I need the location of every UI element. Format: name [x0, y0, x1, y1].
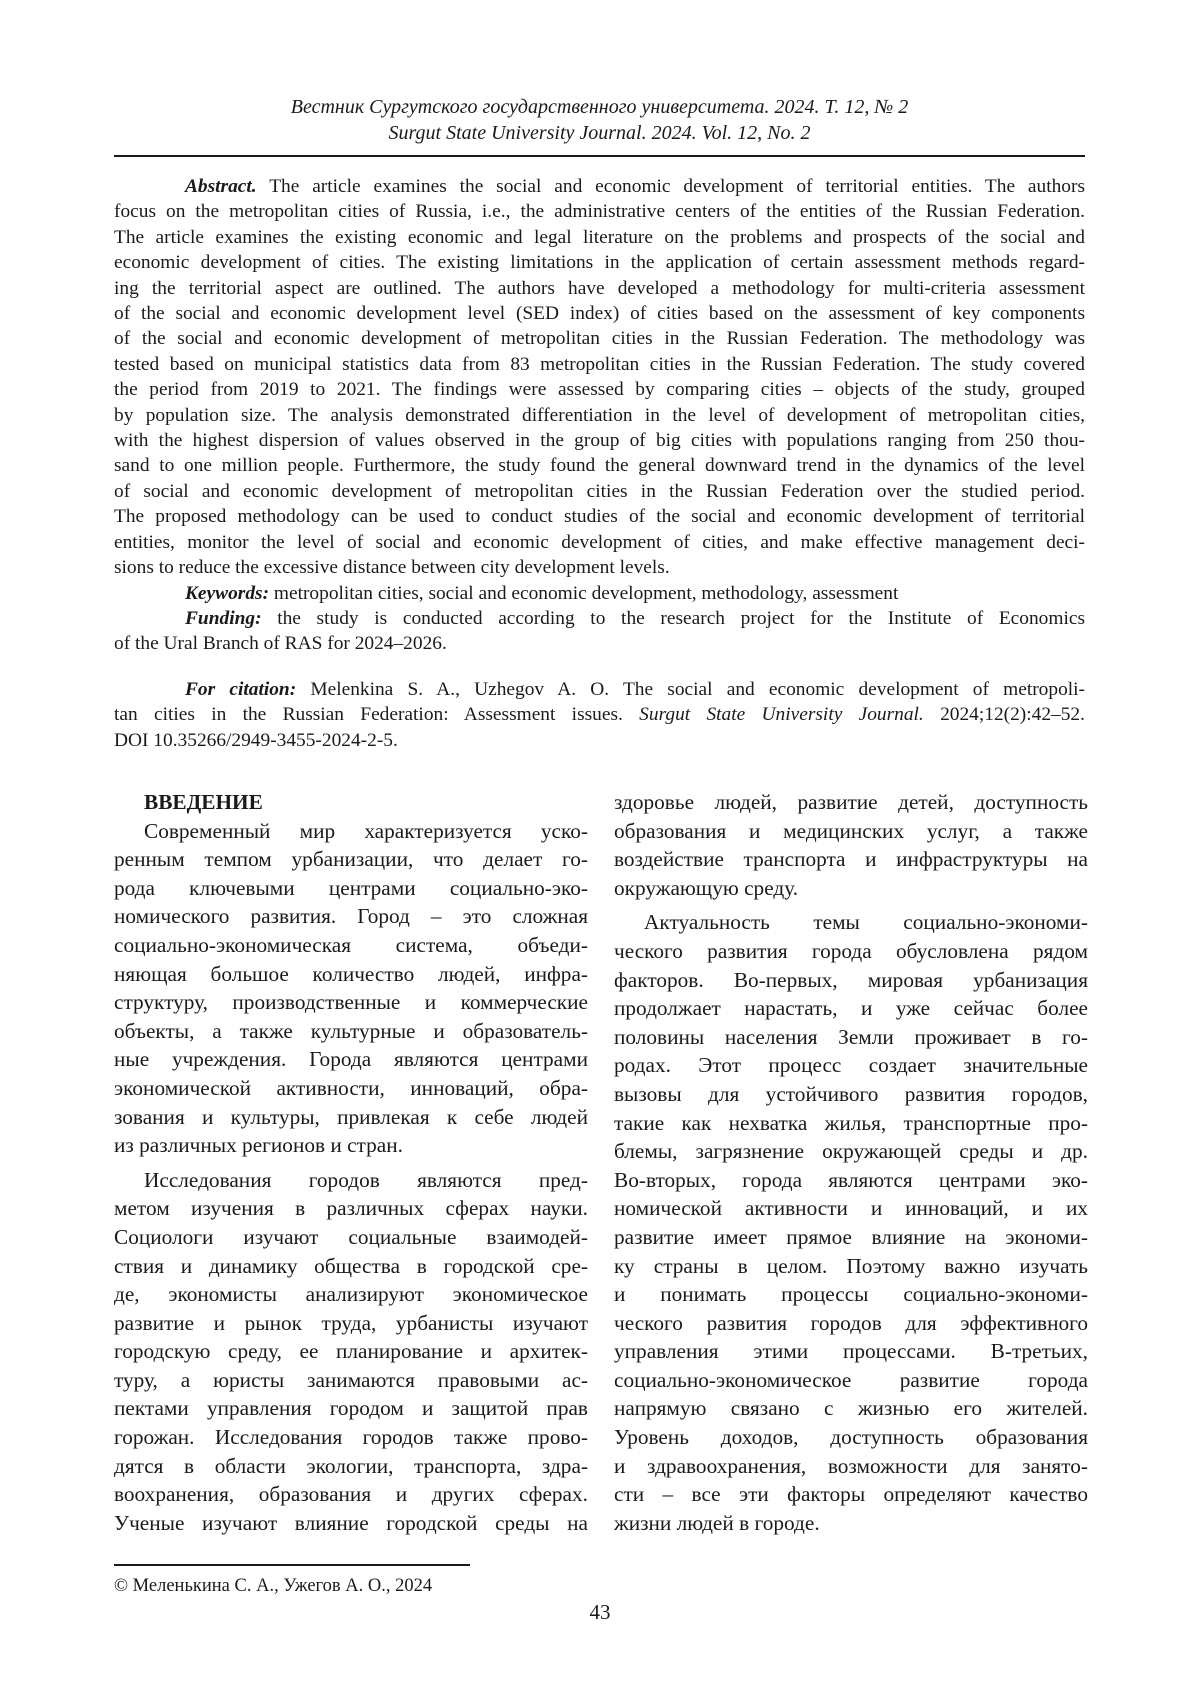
abstract-text: economic development of cities. The existing limitations in the application of certain assessment methods regard-: [114, 252, 1085, 273]
paragraph-line: родах. Этот процесс создает значительные: [614, 1051, 1088, 1080]
keywords-label: Keywords:: [185, 583, 269, 604]
paragraph-line: и здравоохранения, возможности для занято-: [614, 1452, 1088, 1481]
page-number: 43: [0, 1599, 1200, 1625]
abstract-line: [114, 225, 1085, 250]
keywords-line: [114, 581, 1085, 606]
paragraph-line: горожан. Исследования городов также прово-: [114, 1423, 588, 1452]
paragraph-line: зования и культуры, привлекая к себе людей: [114, 1103, 588, 1132]
abstract-text: sand to one million people. Furthermore, the study found the general downward trend in the dynamics of the level: [114, 455, 1085, 476]
paragraph-line: управления этими процессами. В-третьих,: [614, 1337, 1088, 1366]
body-column-right: [614, 788, 1088, 1543]
paragraph-line: экономической активности, инноваций, обра-: [114, 1074, 588, 1103]
paragraph-line: социально-экономическая система, объеди-: [114, 931, 588, 960]
paragraph-line: окружающую среду.: [614, 874, 1088, 903]
paragraph-line: такие как нехватка жилья, транспортные про-: [614, 1109, 1088, 1138]
abstract-line: [114, 530, 1085, 555]
abstract-line: [114, 352, 1085, 377]
citation: [114, 677, 1085, 753]
paragraph-line: блемы, загрязнение окружающей среды и др.: [614, 1137, 1088, 1166]
abstract-text: tested based on municipal statistics data from 83 metropolitan cities in the Russian Federation. The study covered: [114, 354, 1085, 375]
journal-title-ru: Вестник Сургутского государственного университета. 2024. Т. 12, № 2: [114, 94, 1085, 120]
funding-text: of the Ural Branch of RAS for 2024–2026.: [114, 633, 447, 654]
paragraph-line: ческого развития города обусловлена рядом: [614, 937, 1088, 966]
abstract-text: entities, monitor the level of social and economic development of cities, and make effective management deci-: [114, 532, 1085, 553]
paragraph-line: из различных регионов и стран.: [114, 1131, 588, 1160]
paragraph-line: вызовы для устойчивого развития городов,: [614, 1080, 1088, 1109]
abstract-text: the period from 2019 to 2021. The findings were assessed by comparing cities – objects of the study, grouped: [114, 379, 1085, 400]
abstract-line: [114, 453, 1085, 478]
funding-label: Funding:: [185, 608, 262, 629]
abstract-text: sions to reduce the excessive distance between city development levels.: [114, 557, 670, 578]
abstract-line: [114, 504, 1085, 529]
abstract-line: [114, 377, 1085, 402]
running-header: [114, 94, 1085, 146]
paragraph-line: городскую среду, ее планирование и архитек-: [114, 1337, 588, 1366]
paragraph-line: де, экономисты анализируют экономическое: [114, 1280, 588, 1309]
section-heading: ВВЕДЕНИЕ: [114, 788, 588, 817]
header-divider: [114, 155, 1085, 157]
paragraph-line: номической активности и инноваций, и их: [614, 1194, 1088, 1223]
paragraph-line: продолжает нарастать, и уже сейчас более: [614, 994, 1088, 1023]
abstract-text: with the highest dispersion of values observed in the group of big cities with populations ranging from 250 thou-: [114, 430, 1085, 451]
paragraph-line: Социологи изучают социальные взаимодей-: [114, 1223, 588, 1252]
abstract-text: The article examines the existing economic and legal literature on the problems and prospects of the social and: [114, 227, 1085, 248]
citation-pages: 2024;12(2):42–52.: [940, 704, 1085, 725]
paragraph: [114, 1166, 588, 1538]
abstract-line: [114, 276, 1085, 301]
paragraph-line: структуру, производственные и коммерческие: [114, 988, 588, 1017]
funding-text: the study is conducted according to the research project for the Institute of Economics: [277, 608, 1085, 629]
abstract-line: [114, 250, 1085, 275]
paragraph-line: сти – все эти факторы определяют качество: [614, 1480, 1088, 1509]
funding: [114, 606, 1085, 657]
paragraph-line: напрямую связано с жизнью его жителей.: [614, 1394, 1088, 1423]
paragraph-line: развитие и рынок труда, урбанисты изучают: [114, 1309, 588, 1338]
paragraph-line: пектами управления городом и защитой прав: [114, 1394, 588, 1423]
paragraph-line: ческого развития городов для эффективного: [614, 1309, 1088, 1338]
paragraph-line: Уровень доходов, доступность образования: [614, 1423, 1088, 1452]
paragraph-line: ные учреждения. Города являются центрами: [114, 1045, 588, 1074]
paragraph-line: социально-экономическое развитие города: [614, 1366, 1088, 1395]
footnote-divider: [114, 1564, 470, 1566]
citation-journal: Surgut State University Journal.: [639, 704, 924, 725]
paragraph-line: дятся в области экологии, транспорта, здра-: [114, 1452, 588, 1481]
paragraph-line: и понимать процессы социально-экономи-: [614, 1280, 1088, 1309]
paragraph-line: метом изучения в различных сферах науки.: [114, 1194, 588, 1223]
citation-label: For citation:: [185, 679, 296, 700]
abstract-text: The proposed methodology can be used to conduct studies of the social and economic development of territorial: [114, 506, 1085, 527]
paragraph-line: няющая большое количество людей, инфра-: [114, 960, 588, 989]
abstract-text: focus on the metropolitan cities of Russia, i.e., the administrative centers of the entities of the Russian Federation.: [114, 201, 1085, 222]
abstract-line: [114, 555, 1085, 580]
paragraph-line: факторов. Во-первых, мировая урбанизация: [614, 966, 1088, 995]
citation-text: tan cities in the Russian Federation: Assessment issues.: [114, 704, 623, 725]
journal-title-en: Surgut State University Journal. 2024. Vol. 12, No. 2: [114, 120, 1085, 146]
keywords-text: metropolitan cities, social and economic development, methodology, assessment: [274, 583, 898, 604]
abstract: [114, 174, 1085, 581]
paragraph-line: воздействие транспорта и инфраструктуры на: [614, 845, 1088, 874]
citation-text: Melenkina S. A., Uzhegov A. O. The social and economic development of metropoli-: [310, 679, 1085, 700]
copyright-footnote: © Меленькина С. А., Ужегов А. О., 2024: [114, 1574, 432, 1598]
abstract-line: [114, 199, 1085, 224]
paragraph-line: образования и медицинских услуг, а также: [614, 817, 1088, 846]
abstract-line: [114, 301, 1085, 326]
paragraph-line: ствия и динамику общества в городской сре-: [114, 1252, 588, 1281]
abstract-text: of the social and economic development level (SED index) of cities based on the assessment of key components: [114, 303, 1085, 324]
paragraph: [614, 788, 1088, 902]
paragraph-line: Современный мир характеризуется уско-: [114, 817, 588, 846]
paragraph-line: Ученые изучают влияние городской среды на: [114, 1509, 588, 1538]
abstract-text: by population size. The analysis demonstrated differentiation in the level of development of metropolitan cities,: [114, 405, 1085, 426]
paragraph-line: воохранения, образования и других сферах.: [114, 1480, 588, 1509]
abstract-text: The article examines the social and economic development of territorial entities. The authors: [269, 176, 1085, 197]
paragraph-line: номического развития. Город – это сложная: [114, 902, 588, 931]
abstract-line: [114, 326, 1085, 351]
paragraph-line: ку страны в целом. Поэтому важно изучать: [614, 1252, 1088, 1281]
paragraph-line: половины населения Земли проживает в го-: [614, 1023, 1088, 1052]
paragraph-line: Исследования городов являются пред-: [114, 1166, 588, 1195]
front-matter: [114, 174, 1085, 657]
abstract-text: ing the territorial aspect are outlined. The authors have developed a methodology for multi-criteria assessment: [114, 278, 1085, 299]
funding-line: [114, 606, 1085, 631]
paragraph: [114, 817, 588, 1160]
abstract-text: of the social and economic development of metropolitan cities in the Russian Federation. The methodology was: [114, 328, 1085, 349]
funding-line: [114, 631, 1085, 656]
paragraph-line: Во-вторых, города являются центрами эко-: [614, 1166, 1088, 1195]
paragraph-line: объекты, а также культурные и образователь-: [114, 1017, 588, 1046]
citation-doi: DOI 10.35266/2949-3455-2024-2-5.: [114, 728, 1085, 753]
abstract-line: [114, 174, 1085, 199]
paragraph-line: рода ключевыми центрами социально-эко-: [114, 874, 588, 903]
abstract-line: [114, 479, 1085, 504]
keywords: [114, 581, 1085, 606]
abstract-text: of social and economic development of metropolitan cities in the Russian Federation over the studied period.: [114, 481, 1085, 502]
abstract-label: Abstract.: [185, 176, 257, 197]
paragraph-line: туру, а юристы занимаются правовыми ас-: [114, 1366, 588, 1395]
body-column-left: [114, 788, 588, 1543]
paragraph-line: развитие имеет прямое влияние на экономи-: [614, 1223, 1088, 1252]
abstract-line: [114, 428, 1085, 453]
paragraph-line: здоровье людей, развитие детей, доступность: [614, 788, 1088, 817]
paragraph: [614, 908, 1088, 1537]
paragraph-line: Актуальность темы социально-экономи-: [614, 908, 1088, 937]
abstract-line: [114, 403, 1085, 428]
paragraph-line: ренным темпом урбанизации, что делает го-: [114, 845, 588, 874]
paragraph-line: жизни людей в городе.: [614, 1509, 1088, 1538]
